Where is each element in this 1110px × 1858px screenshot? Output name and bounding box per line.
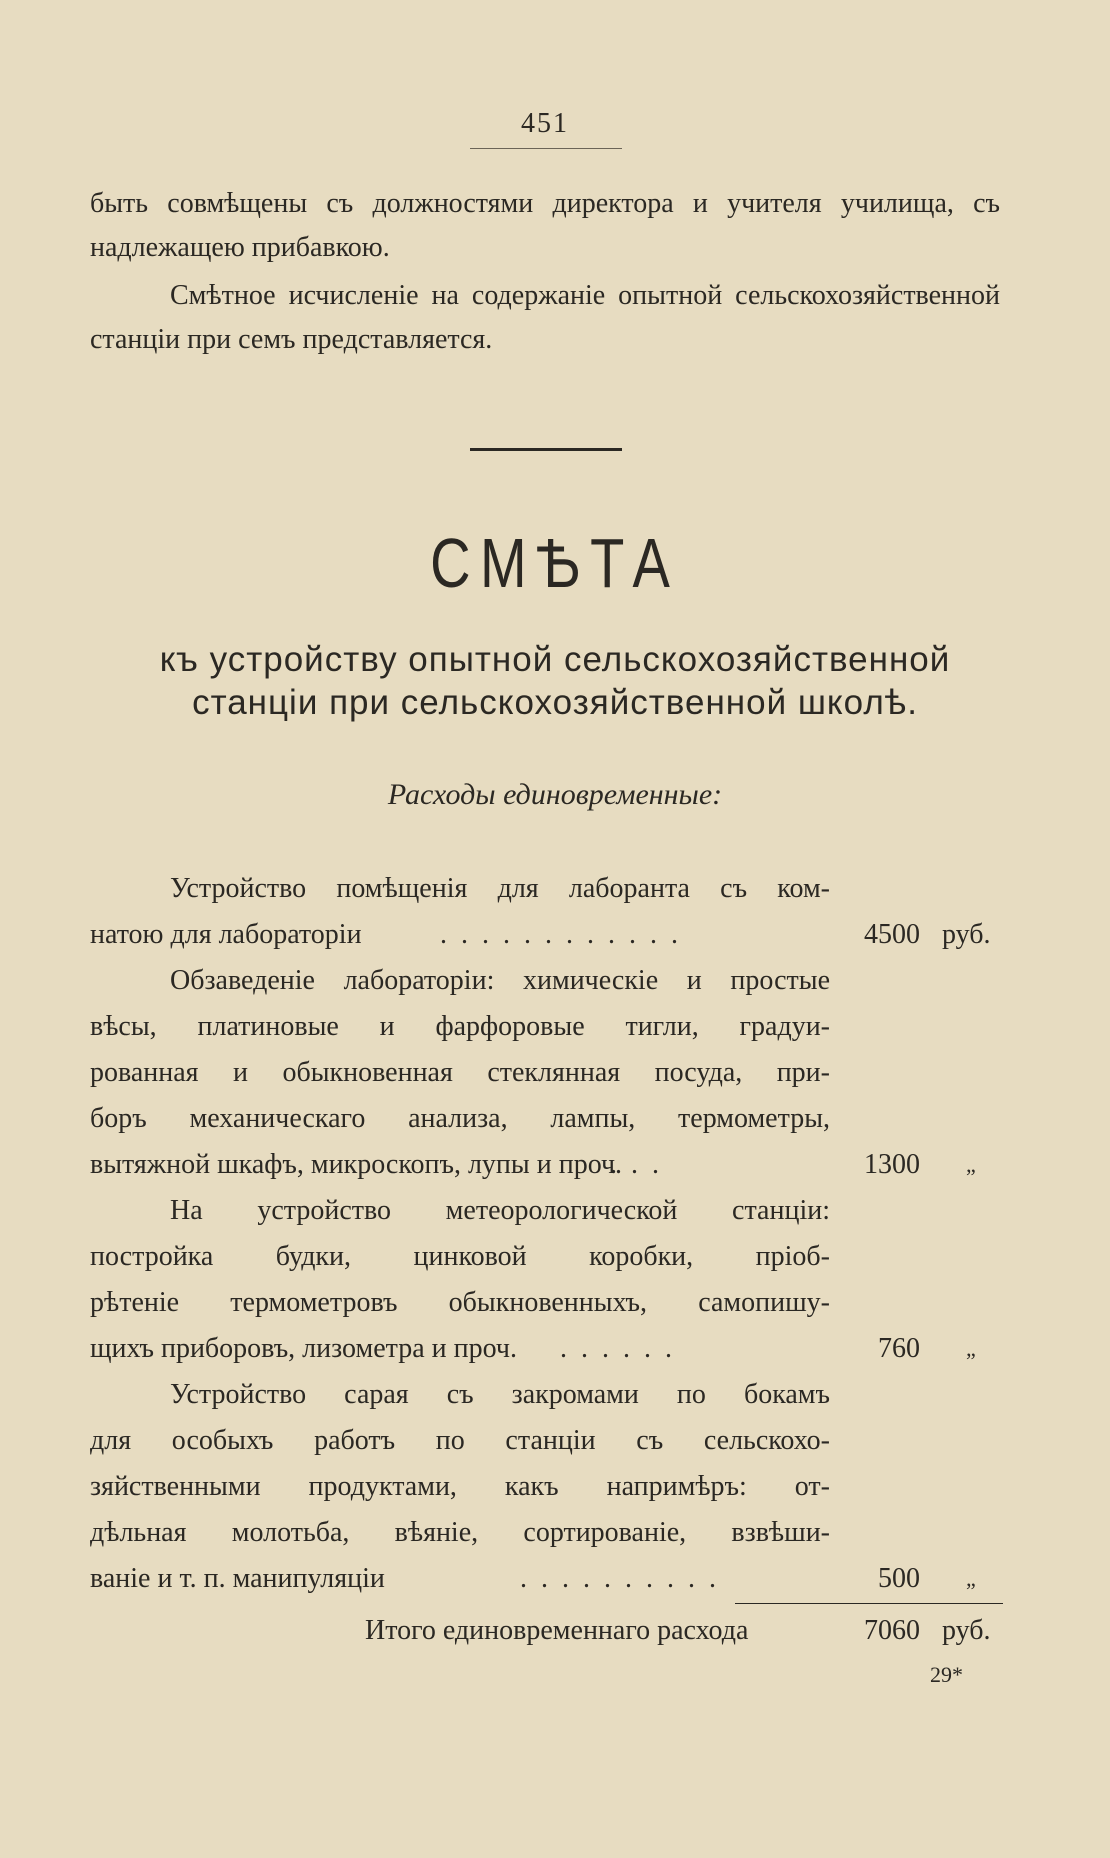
dot-leader: ...... <box>560 1333 686 1364</box>
expense-unit: „ <box>966 1336 976 1361</box>
expense-line <box>90 912 1010 958</box>
expense-line <box>90 1418 1010 1464</box>
expense-line <box>90 866 1010 912</box>
expense-line-text: рованная и обыкновенная стеклянная посуда, при- <box>90 1057 830 1088</box>
expense-unit: „ <box>966 1152 976 1177</box>
section-divider <box>470 448 622 451</box>
dot-leader: ............ <box>440 919 692 950</box>
expense-unit: „ <box>966 1566 976 1591</box>
total-amount: 7060 <box>864 1615 920 1646</box>
intro-paragraph-1 <box>90 182 1000 270</box>
total-rule <box>735 1603 1003 1604</box>
expense-line <box>90 1096 1010 1142</box>
expense-line-text: для особыхъ работъ по станціи съ сельскохо- <box>90 1425 830 1456</box>
expense-line-text: дѣльная молотьба, вѣяніе, сортированіе, взвѣши- <box>90 1517 830 1548</box>
expense-line <box>90 1510 1010 1556</box>
expense-line-text: вѣсы, платиновые и фарфоровые тигли, градуи- <box>90 1011 830 1042</box>
dot-leader: ... <box>610 1149 673 1180</box>
expense-line-text: Устройство сарая съ закромами по бокамъ <box>170 1379 830 1410</box>
total-unit: руб. <box>942 1615 991 1646</box>
expense-line <box>90 958 1010 1004</box>
expense-line <box>90 1280 1010 1326</box>
subtitle-line-1: къ устройству опытной сельскохозяйственной <box>159 640 951 679</box>
expense-line-text: вытяжной шкафъ, микроскопъ, лупы и проч. <box>90 1149 623 1180</box>
expense-line <box>90 1326 1010 1372</box>
intro-paragraph-2-text: Смѣтное исчисленіе на содержаніе опытной сельскохозяйственной станціи при семъ представляется. <box>90 280 1000 355</box>
expense-line-text: рѣтеніе термометровъ обыкновенныхъ, самопишу- <box>90 1287 830 1318</box>
expense-items <box>90 866 1010 1602</box>
expense-line-text: боръ механическаго анализа, лампы, термометры, <box>90 1103 830 1134</box>
total-label: Итого единовременнаго расхода <box>365 1615 749 1646</box>
expense-amount: 500 <box>878 1563 920 1594</box>
expense-line-text: На устройство метеорологической станціи: <box>170 1195 830 1226</box>
expense-line <box>90 1004 1010 1050</box>
expense-line <box>90 1188 1010 1234</box>
expense-unit: руб. <box>942 919 991 950</box>
expense-line <box>90 1464 1010 1510</box>
header-rule <box>470 148 622 149</box>
expense-line-text: постройка будки, цинковой коробки, пріоб- <box>90 1241 830 1272</box>
total-row <box>90 1608 1010 1654</box>
expense-line <box>90 1234 1010 1280</box>
expense-line-text: Устройство помѣщенія для лаборанта съ ком- <box>170 873 830 904</box>
document-title: СМѢТА <box>430 523 680 602</box>
expense-line-text: ваніе и т. п. манипуляціи <box>90 1563 385 1594</box>
expense-line <box>90 1372 1010 1418</box>
section-heading: Расходы единовременные: <box>387 778 723 811</box>
expense-amount: 760 <box>878 1333 920 1364</box>
intro-paragraph-2 <box>90 274 1000 362</box>
expense-line-text: натою для лабораторіи <box>90 919 362 950</box>
expense-line-text: Обзаведеніе лабораторіи: химическіе и простые <box>170 965 830 996</box>
printer-signature-mark: 29* <box>930 1662 963 1687</box>
expense-line <box>90 1050 1010 1096</box>
intro-paragraph-1-text: быть совмѣщены съ должностями директора и учителя училища, съ надлежащею прибавкою. <box>90 188 1000 263</box>
subtitle-line-2: станціи при сельскохозяйственной школѣ. <box>192 683 918 722</box>
expense-line <box>90 1556 1010 1602</box>
page-number: 451 <box>521 108 569 139</box>
expense-amount: 4500 <box>864 919 920 950</box>
expense-line-text: щихъ приборовъ, лизометра и проч. <box>90 1333 517 1364</box>
expense-line-text: зяйственными продуктами, какъ напримѣръ: от- <box>90 1471 830 1502</box>
expense-line <box>90 1142 1010 1188</box>
dot-leader: .......... <box>520 1563 730 1594</box>
expense-amount: 1300 <box>864 1149 920 1180</box>
